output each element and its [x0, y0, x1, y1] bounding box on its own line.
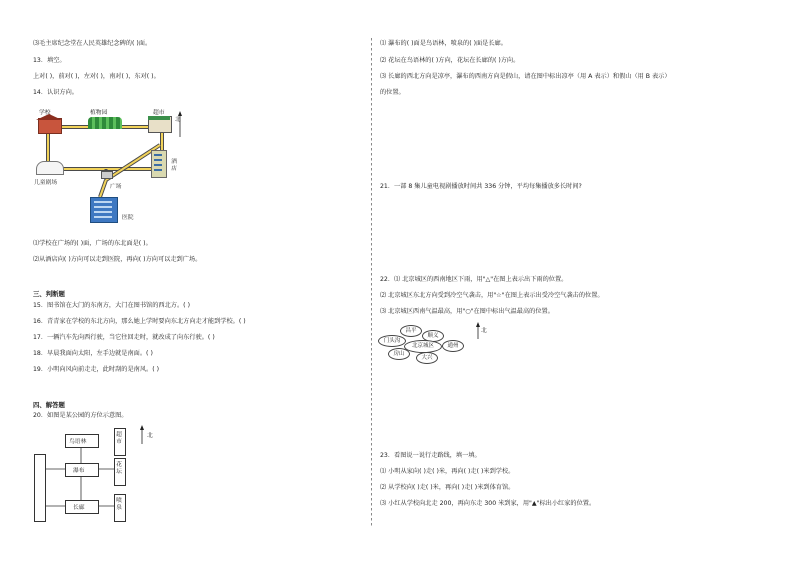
theater-icon: [36, 161, 64, 175]
north-label-20: 北: [147, 433, 153, 439]
corridor-label: 长廊: [73, 505, 85, 511]
daxing-label: 大兴: [416, 352, 438, 364]
q13-line: 上对( )，前对( )，左对( )，南对( )，东对( )。: [33, 73, 160, 80]
beijing-city-label: 北京城区: [404, 340, 442, 353]
section-3-title: 三、判断题: [33, 290, 65, 298]
section-4-title: 四、解答题: [33, 401, 65, 409]
flower-bed-label: 花坛: [116, 462, 122, 475]
square-icon: [101, 171, 113, 179]
q17: 17．一辆汽车先向西行驶，当它往回走时，就改成了向东行驶。( ): [33, 334, 215, 341]
garden-label: 植物园: [90, 110, 108, 116]
fangshan-label: 房山: [388, 348, 410, 360]
school-label: 学校: [39, 110, 51, 116]
q12-sub: ⑶毛主席纪念堂在人民英雄纪念碑的( )面。: [33, 40, 152, 47]
q19: 19．小明向风向前走走，此时刮的是南风。( ): [33, 366, 160, 373]
supermarket-label: 超市: [153, 110, 165, 116]
direction-map-14: [30, 105, 210, 225]
tongzhou-label: 通州: [442, 340, 464, 352]
q14-title: 14．认识方向。: [33, 89, 78, 96]
theater-label: 儿童剧场: [34, 180, 58, 186]
column-divider: [371, 38, 372, 528]
q14-b: ⑵从酒店向( )方向可以走到医院，再向( )方向可以走到广场。: [33, 256, 202, 263]
q20: 20．如图是某公园的方位示意图。: [33, 412, 128, 419]
q23: 23．看图说一说行走路线，填一填。: [380, 452, 481, 459]
waterfall-label: 瀑布: [73, 468, 85, 474]
q22-1: 22．⑴ 北京城区的西南地区下雨，用"△"在图上表示出下雨的位置。: [380, 276, 568, 283]
square-label: 广场: [110, 184, 122, 190]
north-label-14: 北: [175, 117, 181, 123]
hospital-label: 医院: [122, 215, 134, 221]
q21: 21．一部 8 集儿童电视剧播放时间共 336 分钟，平均每集播放多长时间?: [380, 183, 582, 190]
q14-a: ⑴学校在广场的( )面，广场的东北面是( )。: [33, 240, 152, 247]
q23-1: ⑴ 小明从家向( )走( )米，再向( )走( )米到学校。: [380, 468, 515, 475]
changping-label: 昌平: [400, 325, 422, 337]
supermarket-label-20: 超市: [116, 432, 122, 445]
birds-forest-label: 鸟语林: [69, 439, 87, 445]
q23-2: ⑵ 从学校向( )走( )米，再向( )走( )米到体育馆。: [380, 484, 515, 491]
school-icon: [38, 118, 62, 134]
q13-title: 13．填空。: [33, 57, 66, 64]
q15: 15．图书馆在大门的东南方，大门在图书馆的西北方。( ): [33, 302, 190, 309]
q23-3: ⑶ 小红从学校向北走 200，再向东走 300 米到家，用"▲"标出小红家的位置。: [380, 500, 596, 507]
park-diagram: [30, 424, 160, 528]
q20-2: ⑵ 花坛在鸟语林的( )方向，花坛在长廊的( )方向。: [380, 57, 520, 64]
tree-icon: [88, 117, 122, 129]
q20-3a: ⑶ 长廊的西北方向是凉亭，瀑布的西南方向是假山，请在图中标出凉亭（用 A 表示）和假山（用 B 表示）: [380, 73, 671, 80]
beijing-district-map: [380, 322, 490, 372]
q20-3b: 的位置。: [380, 89, 405, 96]
fountain-label: 喷泉: [116, 498, 122, 511]
q22-2: ⑵ 北京城区东北方向受到冷空气袭击，用"☆"在图上表示出受冷空气袭击的位置。: [380, 292, 604, 299]
shunyi-label: 顺义: [422, 330, 444, 342]
q18: 18．早晨我面向太阳，左手边就是南面。( ): [33, 350, 153, 357]
north-label-22: 北: [481, 328, 487, 334]
mentougou-label: 门头沟: [378, 335, 406, 347]
hotel-label: 酒店: [171, 159, 177, 172]
q16: 16．青青家在学校的东北方向，那么她上学时要向东北方向走才能到学校。( ): [33, 318, 246, 325]
q22-3: ⑶ 北京城区西南气温最高，用"○"在图中标出气温最高的位置。: [380, 308, 554, 315]
q20-1: ⑴ 瀑布的( )面是鸟语林，喷泉的( )面是长廊。: [380, 40, 507, 47]
